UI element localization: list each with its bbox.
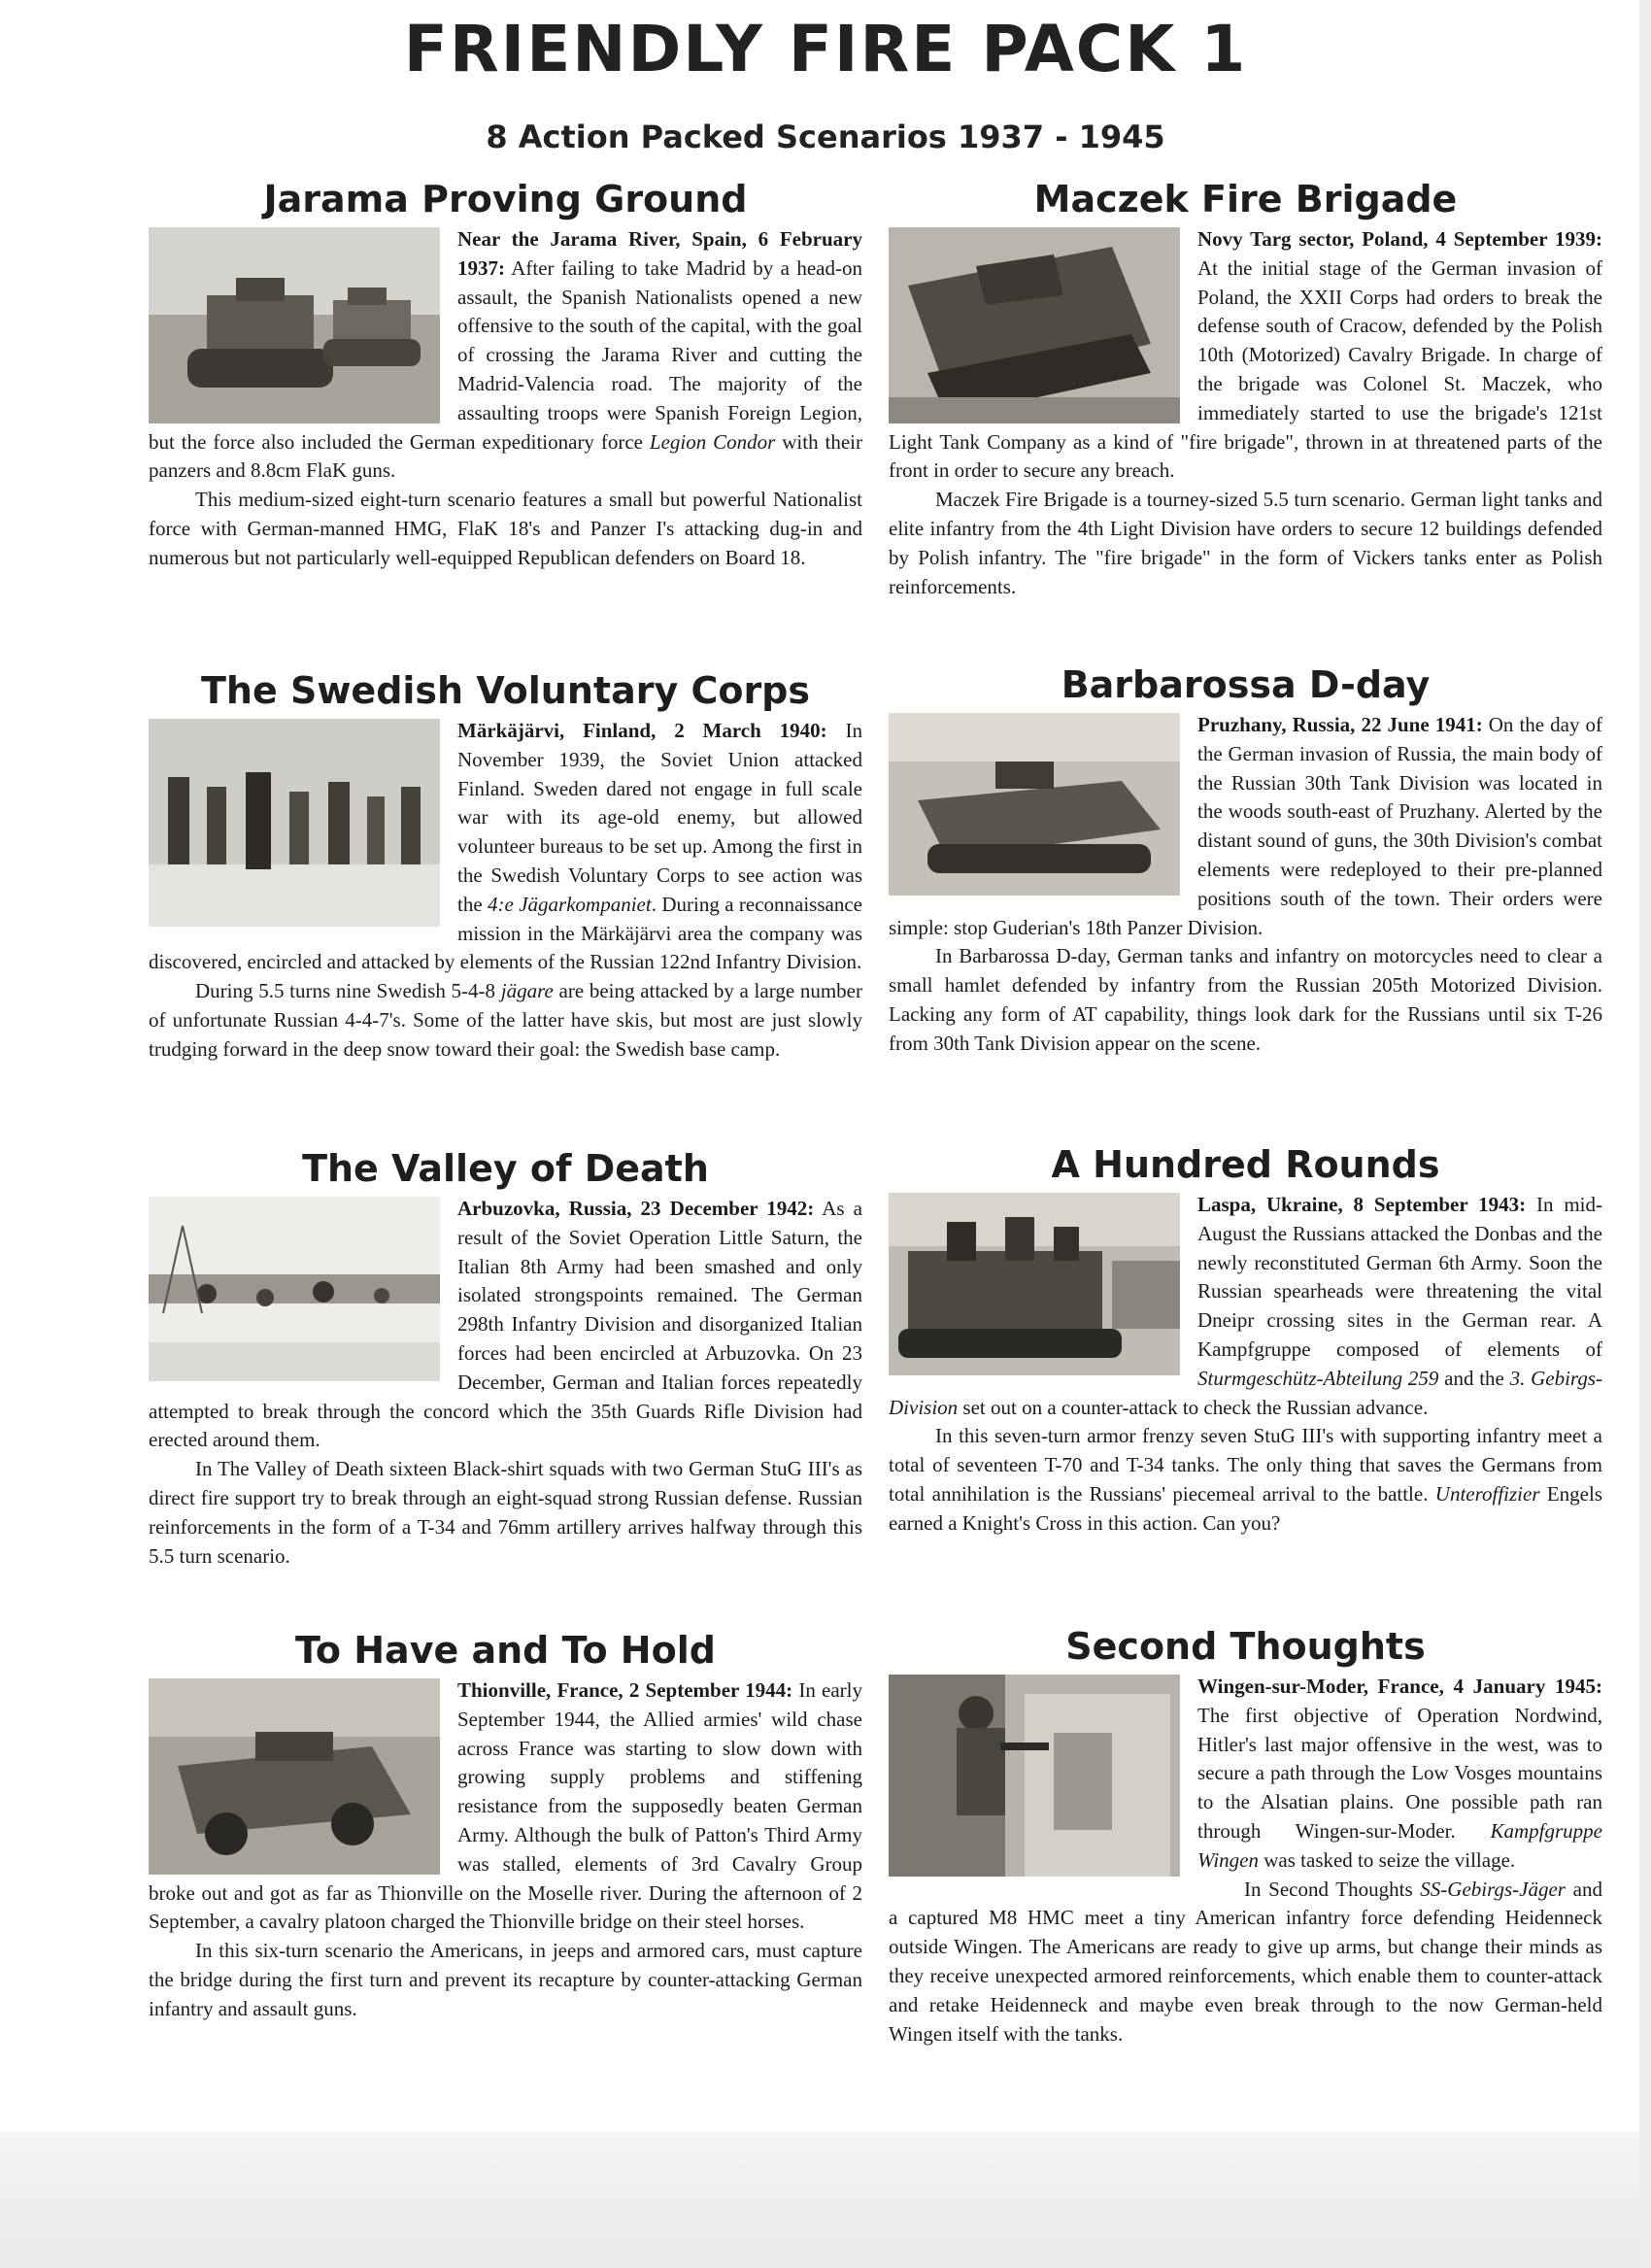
scenario-emphasis: Legion Condor [649,429,776,454]
scenario-jarama [149,177,862,573]
scenario-body [149,1676,862,2024]
scenario-body [889,1191,1602,1539]
scenario-hundred-rounds [889,1142,1602,1539]
scenario-text: The first objective of Operation Nordwind, Hitler's last major offensive in the west, was to secure a path through the Low Vosges mountains to the Alsatian plains. One possible path ran through Wingen-sur-Moder. [1197,1703,1602,1843]
scenario-text: After failing to take Madrid by a head-on assault, the Spanish Nationalists opened a new offensive to the south of the capital, with the goal of crossing the Jarama River and cutting the Madrid-Valencia road. The majority of the assaulting troops were Spanish Foreign Legion, but the force also included the German expeditionary force [149,255,862,454]
scenario-body [889,1673,1602,2048]
scenario-title: The Valley of Death [302,1147,709,1190]
scenario-text: In early September 1944, the Allied armies' wild chase across France was starting to slow down with growing supply problems and stiffening resistance from the supposedly beaten German Army. Although the bulk of Patton's Third Army was stalled, elements of 3rd Cavalry Group broke out and got as far as Thionville on the Moselle river. During the afternoon of 2 September, a cavalry platoon charged the Thionville bridge on their steel horses. [149,1678,862,1934]
scenario-lead: Pruzhany, Russia, 22 June 1941: [1197,713,1483,736]
scenario-description: During 5.5 turns nine Swedish 5-4-8 [195,979,501,1003]
scenario-description: In this seven-turn armor frenzy seven StuG III's with supporting infantry meet a total of seventeen T-70 and T-34 tanks. The only thing that saves the Germans from total annihilation is the Russians' piecemeal arrival to the battle. [889,1424,1602,1506]
snow-photo [149,1197,440,1381]
scenario-lead: Laspa, Ukraine, 8 September 1943: [1197,1193,1527,1216]
scenario-swedish-voluntary-corps [149,668,862,1065]
scenario-title: Barbarossa D-day [1061,663,1431,706]
scenario-second-thoughts [889,1624,1602,2048]
page-subtitle: 8 Action Packed Scenarios 1937 - 1945 [486,118,1165,155]
scenario-text: On the day of the German invasion of Russia, the main body of the Russian 30th Tank Division was located in the woods south-east of Pruzhany. Alerted by the distant sound of guns, the 30th Division's combat elements were redeployed to their pre-planned positions south of the town. Their orders were simple: stop Guderian's 18th Panzer Division. [889,713,1602,939]
soldiers-photo [149,719,440,927]
page-edge [1639,0,1651,2268]
street-fighting-photo [889,1675,1180,1877]
armored-car-photo [149,1678,440,1875]
scenario-text-tail: set out on a counter-attack to check the Russian advance. [958,1395,1429,1419]
scenario-title: Second Thoughts [1065,1625,1426,1668]
scenario-description: In Second Thoughts [1244,1877,1421,1901]
scenario-body [889,711,1602,1059]
scenario-title: Jarama Proving Ground [263,178,748,220]
scenario-lead: Near the Jarama River, Spain, 6 February 1937: [457,227,862,280]
scenario-title: A Hundred Rounds [1051,1143,1440,1186]
scenario-emphasis: Sturmgeschütz-Abteilung 259 [1197,1366,1439,1390]
scenario-emphasis: 4:e Jägarkompaniet [488,892,652,916]
scenario-lead: Thionville, France, 2 September 1944: [457,1678,793,1702]
scenario-description-tail: Engels earned a Knight's Cross in this action. Can you? [889,1481,1602,1535]
scenario-emphasis: jägare [500,979,554,1003]
scenario-title: The Swedish Voluntary Corps [200,669,811,712]
scenario-description-tail: are being attacked by a large number of unfortunate Russian 4-4-7's. Some of the latter have skis, but most are just slowly trudging forward in the deep snow toward their goal: the Swedish base camp. [149,979,862,1061]
scenario-lead: Wingen-sur-Moder, France, 4 January 1945: [1197,1675,1602,1698]
tank-photo [149,227,440,423]
scenario-body [149,1195,862,1571]
scenario-have-and-hold [149,1628,862,2024]
scenario-description: Maczek Fire Brigade is a tourney-sized 5.5 turn scenario. German light tanks and elite infantry from the 4th Light Division have orders to secure 12 buildings defended by Polish infantry. The "fire brigade" in the form of Vickers tanks enter as Polish reinforcements. [889,488,1602,598]
page-margin [0,2132,1651,2268]
scenario-description: In Barbarossa D-day, German tanks and infantry on motorcycles need to clear a small hamlet defended by infantry from the Russian 205th Motorized Division. Lacking any form of AT capability, things look dark for the Russians until six T-26 from 30th Tank Division appear on the scene. [889,944,1602,1055]
scenario-maczek [889,177,1602,601]
scenario-lead: Arbuzovka, Russia, 23 December 1942: [457,1197,815,1220]
scenario-body [149,717,862,1065]
scenario-text-mid: and the [1438,1366,1510,1390]
scenario-text-tail: . During a reconnaissance mission in the Märkäjärvi area the company was discovered, encircled and attacked by elements of the Russian 122nd Infantry Division. [149,892,862,974]
scenario-emphasis: Unteroffizier [1434,1481,1540,1506]
scenario-body [149,225,862,573]
scenario-emphasis: SS-Gebirgs-Jäger [1420,1877,1566,1901]
scenario-title: To Have and To Hold [295,1629,716,1672]
stug-photo [889,1193,1180,1375]
scenario-text: As a result of the Soviet Operation Little Saturn, the Italian 8th Army had been smashed and only isolated strongspoints remained. The German 298th Infantry Division and disorganized Italian forces had been encircled at Arbuzovka. On 23 December, German and Italian forces repeatedly attempted to break through the concord which the 35th Guards Rifle Division had erected around them. [149,1197,862,1452]
tank-photo [889,227,1180,423]
scenario-description: In this six-turn scenario the Americans, in jeeps and armored cars, must capture the bridge during the first turn and prevent its recapture by counter-attacking German infantry and assault guns. [149,1939,862,2020]
scenario-title: Maczek Fire Brigade [1033,178,1458,220]
scenario-text-tail: with their panzers and 8.8cm FlaK guns. [149,429,862,483]
scenario-text: In November 1939, the Soviet Union attacked Finland. Sweden dared not engage in full scale war with its age-old enemy, but allowed volunteer bureaus to be set up. Among the first in the Swedish Voluntary Corps to see action was the [457,719,862,916]
tank-photo [889,713,1180,896]
scenario-valley-of-death [149,1146,862,1571]
scenario-barbarossa [889,662,1602,1059]
scenario-description-tail: and a captured M8 HMC meet a tiny American infantry force defending Heidenneck outside Wingen. The Americans are ready to give up arms, but change their minds as they receive unexpected armored reinforcements, which enable them to counter-attack and retake Heidenneck and maybe even break through to the now German-held Wingen itself with the tanks. [889,1877,1602,2046]
scenario-description: In The Valley of Death sixteen Black-shirt squads with two German StuG III's as direct fire support try to break through an eight-squad strong Russian defense. Russian reinforcements in the form of a T-34 and 76mm artillery arrives halfway through this 5.5 turn scenario. [149,1457,862,1568]
scenario-description: This medium-sized eight-turn scenario features a small but powerful Nationalist force with German-manned HMG, FlaK 18's and Panzer I's attacking dug-in and numerous but not particularly well-equipped Republican defenders on Board 18. [149,488,862,569]
scenario-emphasis-2: 3. Gebirgs-Division [889,1366,1602,1419]
scenario-text: At the initial stage of the German invasion of Poland, the XXII Corps had orders to break the defense south of Cracow, defended by the Polish 10th (Motorized) Cavalry Brigade. In charge of the brigade was Colonel St. Maczek, who immediately started to use the brigade's 121st Light Tank Company as a kind of "fire brigade", thrown in at threatened parts of the front in order to secure any breach. [889,255,1602,483]
scenario-text-tail: was tasked to seize the village. [1259,1847,1516,1872]
scenario-lead: Märkäjärvi, Finland, 2 March 1940: [457,719,827,742]
scenario-lead: Novy Targ sector, Poland, 4 September 1939: [1197,227,1602,251]
scenario-emphasis: Kampfgruppe Wingen [1197,1818,1602,1872]
scenario-body [889,225,1602,601]
scenario-text: In mid-August the Russians attacked the Donbas and the newly reconstituted German 6th Army. Soon the Russian spearheads were threatening the vital Dneipr crossing sites in the German rear. A Kampfgruppe composed of elements of [1197,1193,1602,1361]
page-title: FRIENDLY FIRE PACK 1 [403,12,1248,86]
